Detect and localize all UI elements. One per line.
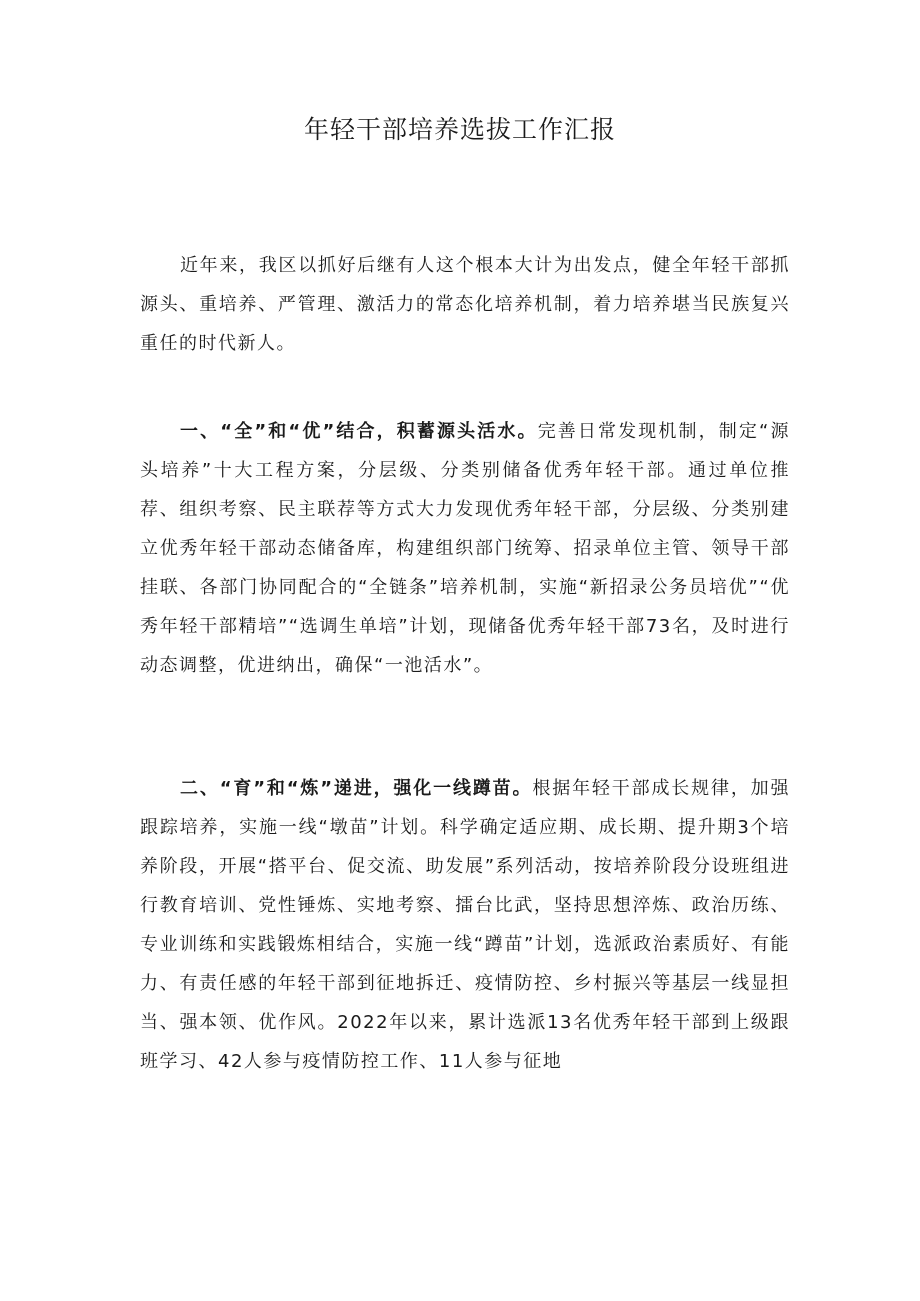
- intro-paragraph-text: 近年来，我区以抓好后继有人这个根本大计为出发点，健全年轻干部抓源头、重培养、严管理、激活力的常态化培养机制，着力培养堪当民族复兴重任的时代新人。: [140, 255, 790, 354]
- section-two-paragraph: [140, 769, 790, 1081]
- section-one-heading: 一、“全”和“优”结合，积蓄源头活水。: [180, 421, 538, 442]
- section-two-heading: 二、“育”和“炼”递进，强化一线蹲苗。: [180, 778, 533, 799]
- section-one-paragraph: [140, 412, 790, 685]
- intro-paragraph: [140, 246, 790, 363]
- section-one-text: 完善日常发现机制，制定“源头培养”十大工程方案，分层级、分类别储备优秀年轻干部。通过单位推荐、组织考察、民主联荐等方式大力发现优秀年轻干部，分层级、分类别建立优秀年轻干部动态储备库，构建组织部门统筹、招录单位主管、领导干部挂联、各部门协同配合的“全链条”培养机制，实施“新招录公务员培优”“优秀年轻干部精培”“选调生单培”计划，现储备优秀年轻干部73名，及时进行动态调整，优进纳出，确保“一池活水”。: [140, 421, 790, 676]
- section-two-text: 根据年轻干部成长规律，加强跟踪培养，实施一线“墩苗”计划。科学确定适应期、成长期、提升期3个培养阶段，开展“搭平台、促交流、助发展”系列活动，按培养阶段分设班组进行教育培训、党性锤炼、实地考察、擂台比武，坚持思想淬炼、政治历练、专业训练和实践锻炼相结合，实施一线“蹲苗”计划，选派政治素质好、有能力、有责任感的年轻干部到征地拆迁、疫情防控、乡村振兴等基层一线显担当、强本领、优作风。2022年以来，累计选派13名优秀年轻干部到上级跟班学习、42人参与疫情防控工作、11人参与征地: [140, 778, 791, 1072]
- document-title: 年轻干部培养选拔工作汇报: [303, 115, 616, 144]
